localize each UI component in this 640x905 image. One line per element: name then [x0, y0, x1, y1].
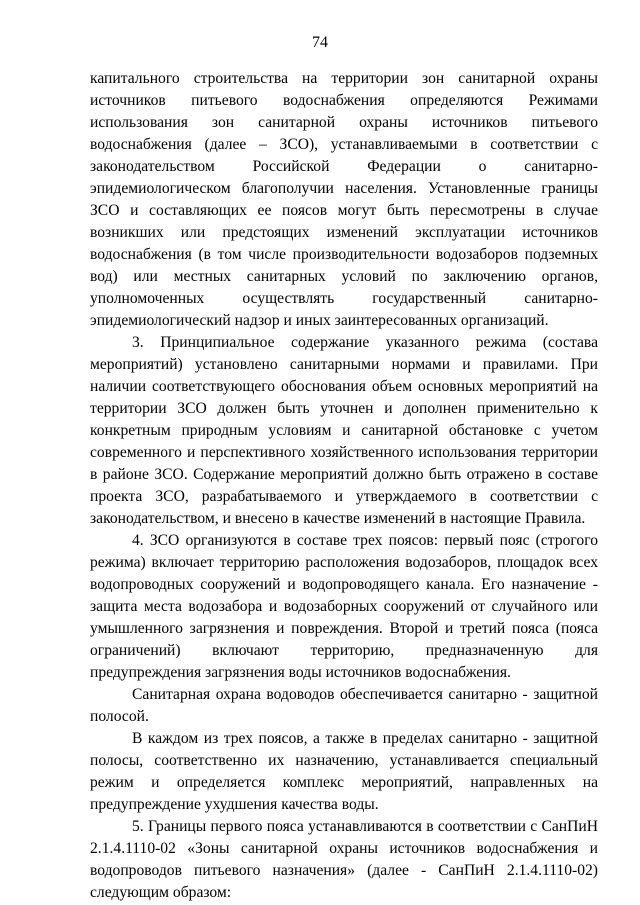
paragraph-3: 3. Принципиальное содержание указанного режима (состава мероприятий) установлено санитарными нормами и правилами. При наличии соответствующего обоснования объем основных мероприятий на территории ЗСО должен быть уточнен и дополнен применительно к конкретным природным условиям и санитарной обстановке с учетом современного и перспективного хозяйственного использования территории в районе ЗСО. Содержание мероприятий должно быть отражено в составе проекта ЗСО, разрабатываемого и утверждаемого в соответствии с законодательством, и внесено в качестве изменений в настоящие Правила. [90, 334, 598, 527]
paragraph-continuation: капитального строительства на территории зон санитарной охраны источников питьевого водоснабжения определяются Режимами использования зон санитарной охраны источников питьевого водоснабжения (далее – ЗСО), устанавливаемыми в соответствии с законодательством Российской Федерации о санитарно-эпидемиологическом благополучии населения. Установленные границы ЗСО и составляющих ее поясов могут быть пересмотрены в случае возникших или предстоящих изменений эксплуатации источников водоснабжения (в том числе производительности водозаборов подземных вод) или местных санитарных условий по заключению органов, уполномоченных осуществлять государственный санитарно-эпидемиологический надзор и иных заинтересованных организаций. [90, 70, 598, 329]
page-number: 74 [312, 34, 328, 51]
paragraph-sanitary-strip: Санитарная охрана водоводов обеспечивается санитарно - защитной полосой. [90, 686, 598, 725]
paragraph-special-regime: В каждом из трех поясов, а также в пределах санитарно - защитной полосы, соответственно их назначению, устанавливается специальный режим и определяется комплекс мероприятий, направленных на предупреждение ухудшения качества воды. [90, 730, 598, 813]
document-body [90, 68, 598, 904]
paragraph-5: 5. Границы первого пояса устанавливаются в соответствии с СанПиН 2.1.4.1110-02 «Зоны санитарной охраны источников водоснабжения и водопроводов питьевого назначения» (далее - СанПиН 2.1.4.1110-02) следующим образом: [90, 818, 598, 901]
paragraph-4: 4. ЗСО организуются в составе трех поясов: первый пояс (строгого режима) включает территорию расположения водозаборов, площадок всех водопроводных сооружений и водопроводящего канала. Его назначение - защита места водозабора и водозаборных сооружений от случайного или умышленного загрязнения и повреждения. Второй и третий пояса (пояса ограничений) включают территорию, предназначенную для предупреждения загрязнения воды источников водоснабжения. [90, 532, 598, 681]
